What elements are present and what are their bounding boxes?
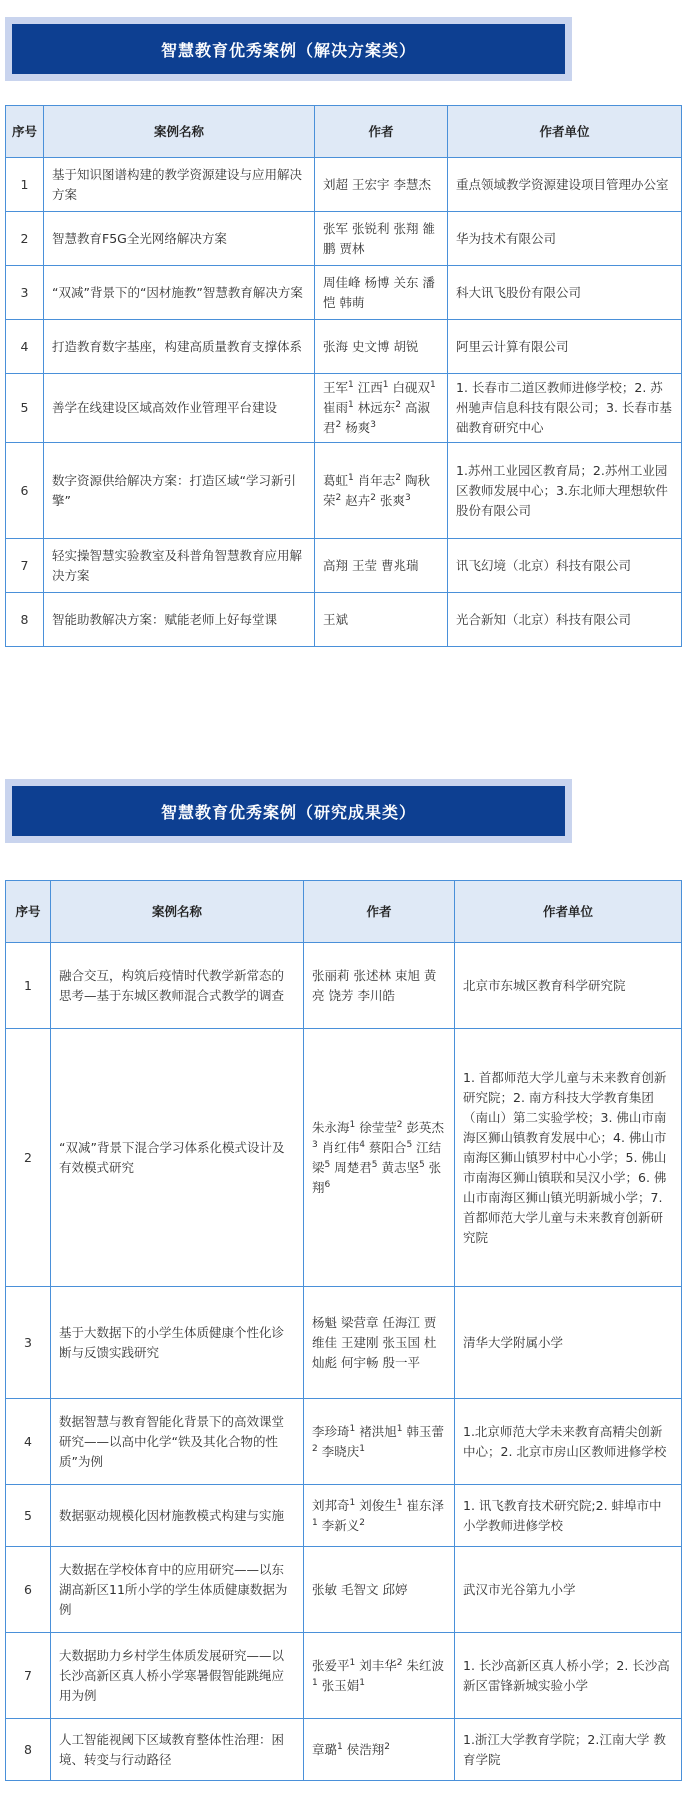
table-row	[6, 1287, 682, 1399]
case-name: 基于大数据下的小学生体质健康个性化诊断与反馈实践研究	[51, 1287, 304, 1399]
affiliation-mark: 3	[312, 1139, 318, 1150]
case-name: 数据智慧与教育智能化背景下的高效课堂研究——以高中化学“铁及其化合物的性质”为例	[51, 1399, 304, 1485]
affiliation-mark: 5	[371, 1159, 378, 1170]
case-authors	[304, 1029, 455, 1287]
author-organization: 1.北京师范大学未来教育高精尖创新中心；2. 北京市房山区教师进修学校	[455, 1399, 682, 1485]
case-authors	[315, 539, 448, 593]
table-row	[6, 1719, 682, 1781]
table-row	[6, 374, 682, 443]
row-number: 4	[6, 1399, 51, 1485]
row-number: 7	[6, 1633, 51, 1719]
author-name: 张爽	[375, 492, 405, 508]
case-name: 数字资源供给解决方案：打造区域“学习新引擎”	[44, 443, 315, 539]
header-name: 案例名称	[44, 106, 315, 158]
author-name: 白砚双	[388, 380, 430, 395]
affiliation-mark: 2	[384, 1741, 390, 1752]
affiliation-mark: 1	[348, 379, 354, 390]
author-name: 张爱平	[312, 1657, 350, 1673]
affiliation-mark: 1	[348, 399, 354, 410]
header-authors: 作者	[304, 881, 455, 943]
author-name: 张翔	[312, 1159, 442, 1195]
author-name: 李晓庆	[317, 1443, 360, 1459]
affiliation-mark: 2	[395, 399, 401, 410]
table-row	[6, 1029, 682, 1287]
author-name: 张玉娟	[317, 1677, 360, 1693]
affiliation-mark: 3	[370, 419, 376, 430]
table-header-row	[6, 106, 682, 158]
table-row	[6, 593, 682, 647]
affiliation-mark: 2	[335, 419, 342, 430]
author-organization: 1.苏州工业园区教育局；2.苏州工业园区教师发展中心；3.东北师大理想软件股份有限公司	[448, 443, 682, 539]
affiliation-mark: 1	[382, 379, 389, 390]
affiliation-mark: 1	[348, 472, 354, 483]
row-number: 8	[6, 593, 44, 647]
author-organization: 1.浙江大学教育学院；2.江南大学 教育学院	[455, 1719, 682, 1781]
author-name: 张海 史文博 胡锐	[323, 338, 419, 354]
case-authors	[315, 158, 448, 212]
author-organization: 华为技术有限公司	[448, 212, 682, 266]
row-number: 2	[6, 212, 44, 266]
affiliation-mark: 1	[337, 1741, 343, 1752]
affiliation-mark: 1	[349, 1497, 356, 1508]
table-row	[6, 266, 682, 320]
author-name: 周佳峰 杨博 关东 潘恺 韩萌	[323, 274, 435, 310]
author-name: 侯浩翔	[342, 1741, 385, 1757]
section1-banner	[5, 17, 572, 81]
case-name: 智慧教育F5G全光网络解决方案	[44, 212, 315, 266]
header-authors: 作者	[315, 106, 448, 158]
case-name: 打造教育数字基座，构建高质量教育支撑体系	[44, 320, 315, 374]
case-name: 轻实操智慧实验教室及科普角智慧教育应用解决方案	[44, 539, 315, 593]
author-name: 李珍琦	[312, 1423, 350, 1439]
case-authors	[315, 320, 448, 374]
affiliation-mark: 1	[312, 1517, 318, 1528]
header-no: 序号	[6, 106, 44, 158]
author-name: 肖红伟	[317, 1139, 360, 1155]
table-row	[6, 943, 682, 1029]
author-organization: 1. 讯飞教育技术研究院;2. 蚌埠市中小学教师进修学校	[455, 1485, 682, 1547]
case-name: “双减”背景下的“因材施教”智慧教育解决方案	[44, 266, 315, 320]
section1-title: 智慧教育优秀案例（解决方案类）	[12, 24, 565, 74]
row-number: 1	[6, 943, 51, 1029]
case-name: 善学在线建设区域高效作业管理平台建设	[44, 374, 315, 443]
case-authors	[315, 443, 448, 539]
author-name: 林远东	[353, 400, 396, 415]
author-organization: 武汉市光谷第九小学	[455, 1547, 682, 1633]
author-name: 王斌	[323, 611, 349, 627]
author-name: 张军 张锐利 张翔 雒鹏 贾林	[323, 220, 435, 256]
author-name: 韩玉蕾	[402, 1423, 444, 1439]
table-row	[6, 320, 682, 374]
author-name: 刘俊生	[355, 1497, 397, 1513]
header-org: 作者单位	[455, 881, 682, 943]
case-authors	[315, 212, 448, 266]
author-name: 陶秋荣	[323, 472, 430, 508]
section2-banner	[5, 779, 572, 843]
author-name: 崔雨	[323, 400, 349, 415]
table-row	[6, 1633, 682, 1719]
author-name: 王军	[323, 380, 349, 395]
case-name: 融合交互，构筑后疫情时代教学新常态的思考—基于东城区教师混合式教学的调查	[51, 943, 304, 1029]
author-name: 徐莹莹	[355, 1119, 397, 1135]
author-name: 杨魁 梁营章 任海江 贾维佳 王建刚 张玉国 杜灿彪 何宇畅 殷一平	[312, 1314, 437, 1370]
author-name: 江结梁	[312, 1139, 442, 1175]
case-authors	[304, 1719, 455, 1781]
row-number: 7	[6, 539, 44, 593]
row-number: 6	[6, 1547, 51, 1633]
author-name: 肖年志	[353, 472, 396, 488]
affiliation-mark: 4	[359, 1139, 365, 1150]
case-authors	[304, 1399, 455, 1485]
affiliation-mark: 1	[349, 1657, 356, 1668]
author-organization: 光合新知（北京）科技有限公司	[448, 593, 682, 647]
author-name: 章璐	[312, 1741, 338, 1757]
author-name: 葛虹	[323, 472, 349, 488]
case-name: 人工智能视阈下区域教育整体性治理：困境、转变与行动路径	[51, 1719, 304, 1781]
author-name: 褚洪旭	[355, 1423, 397, 1439]
affiliation-mark: 2	[359, 1517, 365, 1528]
affiliation-mark: 1	[349, 1423, 356, 1434]
table-row	[6, 212, 682, 266]
author-name: 刘邦奇	[312, 1497, 350, 1513]
affiliation-mark: 2	[312, 1443, 318, 1454]
case-authors	[304, 1633, 455, 1719]
case-authors	[304, 1287, 455, 1399]
affiliation-mark: 1	[349, 1119, 356, 1130]
affiliation-mark: 1	[396, 1423, 403, 1434]
table-header-row	[6, 881, 682, 943]
author-organization: 1. 长春市二道区教师进修学校；2. 苏州驰声信息科技有限公司；3. 长春市基础教育研究中心	[448, 374, 682, 443]
case-authors	[315, 593, 448, 647]
author-name: 朱永海	[312, 1119, 350, 1135]
author-name: 李新义	[317, 1517, 360, 1533]
author-name: 刘超 王宏宇 李慧杰	[323, 176, 431, 192]
author-organization: 1. 首都师范大学儿童与未来教育创新研究院；2. 南方科技大学教育集团（南山）第二实验学校；3. 佛山市南海区狮山镇教育发展中心；4. 佛山市南海区狮山镇罗村中心小学；5. 佛山市南海区狮山镇联和吴汉小学；6. 佛山市南海区狮山镇光明新城小学；7. 首都师范大学儿童与未来教育创新研究院	[455, 1029, 682, 1287]
author-organization: 阿里云计算有限公司	[448, 320, 682, 374]
author-name: 张敏 毛智文 邱婷	[312, 1581, 408, 1597]
row-number: 3	[6, 266, 44, 320]
solutions-table	[5, 105, 682, 647]
table-row	[6, 1547, 682, 1633]
affiliation-mark: 1	[429, 379, 436, 390]
case-authors	[304, 1547, 455, 1633]
case-name: 数据驱动规模化因材施教模式构建与实施	[51, 1485, 304, 1547]
row-number: 5	[6, 1485, 51, 1547]
table-row	[6, 1485, 682, 1547]
author-name: 彭英杰	[402, 1119, 444, 1135]
case-name: 基于知识图谱构建的教学资源建设与应用解决方案	[44, 158, 315, 212]
row-number: 8	[6, 1719, 51, 1781]
row-number: 6	[6, 443, 44, 539]
case-authors	[315, 374, 448, 443]
table-row	[6, 1399, 682, 1485]
author-organization: 重点领域教学资源建设项目管理办公室	[448, 158, 682, 212]
author-name: 杨爽	[341, 420, 371, 435]
author-organization: 科大讯飞股份有限公司	[448, 266, 682, 320]
research-table	[5, 880, 682, 1781]
author-organization: 1. 长沙高新区真人桥小学；2. 长沙高新区雷锋新城实验小学	[455, 1633, 682, 1719]
author-name: 高翔 王莹 曹兆瑞	[323, 557, 419, 573]
row-number: 3	[6, 1287, 51, 1399]
affiliation-mark: 2	[396, 1119, 403, 1130]
affiliation-mark: 1	[359, 1677, 365, 1688]
affiliation-mark: 6	[324, 1179, 331, 1190]
affiliation-mark: 2	[396, 1657, 403, 1668]
author-name: 张丽莉 张述林 束旭 黄亮 饶芳 李川皓	[312, 967, 437, 1003]
author-name: 黄志坚	[377, 1159, 419, 1175]
table-row	[6, 539, 682, 593]
affiliation-mark: 5	[324, 1159, 331, 1170]
affiliation-mark: 1	[359, 1443, 365, 1454]
row-number: 5	[6, 374, 44, 443]
author-name: 江西	[353, 380, 383, 395]
case-name: 智能助教解决方案：赋能老师上好每堂课	[44, 593, 315, 647]
case-name: 大数据在学校体育中的应用研究——以东湖高新区11所小学的学生体质健康数据为例	[51, 1547, 304, 1633]
header-no: 序号	[6, 881, 51, 943]
row-number: 4	[6, 320, 44, 374]
author-name: 高淑君	[323, 400, 430, 435]
case-authors	[304, 1485, 455, 1547]
author-name: 赵卉	[341, 492, 371, 508]
row-number: 2	[6, 1029, 51, 1287]
author-name: 周楚君	[330, 1159, 372, 1175]
author-organization: 讯飞幻境（北京）科技有限公司	[448, 539, 682, 593]
author-organization: 清华大学附属小学	[455, 1287, 682, 1399]
affiliation-mark: 3	[404, 492, 411, 503]
case-authors	[315, 266, 448, 320]
section2-title: 智慧教育优秀案例（研究成果类）	[12, 786, 565, 836]
table-row	[6, 443, 682, 539]
affiliation-mark: 5	[406, 1139, 413, 1150]
header-name: 案例名称	[51, 881, 304, 943]
affiliation-mark: 1	[396, 1497, 403, 1508]
author-organization: 北京市东城区教育科学研究院	[455, 943, 682, 1029]
author-name: 蔡阳合	[364, 1139, 407, 1155]
affiliation-mark: 2	[335, 492, 342, 503]
affiliation-mark: 2	[395, 472, 401, 483]
author-name: 崔东泽	[402, 1497, 444, 1513]
author-name: 刘丰华	[355, 1657, 397, 1673]
affiliation-mark: 1	[312, 1677, 318, 1688]
header-org: 作者单位	[448, 106, 682, 158]
affiliation-mark: 2	[370, 492, 376, 503]
case-name: “双减”背景下混合学习体系化模式设计及有效模式研究	[51, 1029, 304, 1287]
case-name: 大数据助力乡村学生体质发展研究——以长沙高新区真人桥小学寒暑假智能跳绳应用为例	[51, 1633, 304, 1719]
author-name: 朱红波	[402, 1657, 444, 1673]
affiliation-mark: 5	[418, 1159, 425, 1170]
table-row	[6, 158, 682, 212]
case-authors	[304, 943, 455, 1029]
row-number: 1	[6, 158, 44, 212]
